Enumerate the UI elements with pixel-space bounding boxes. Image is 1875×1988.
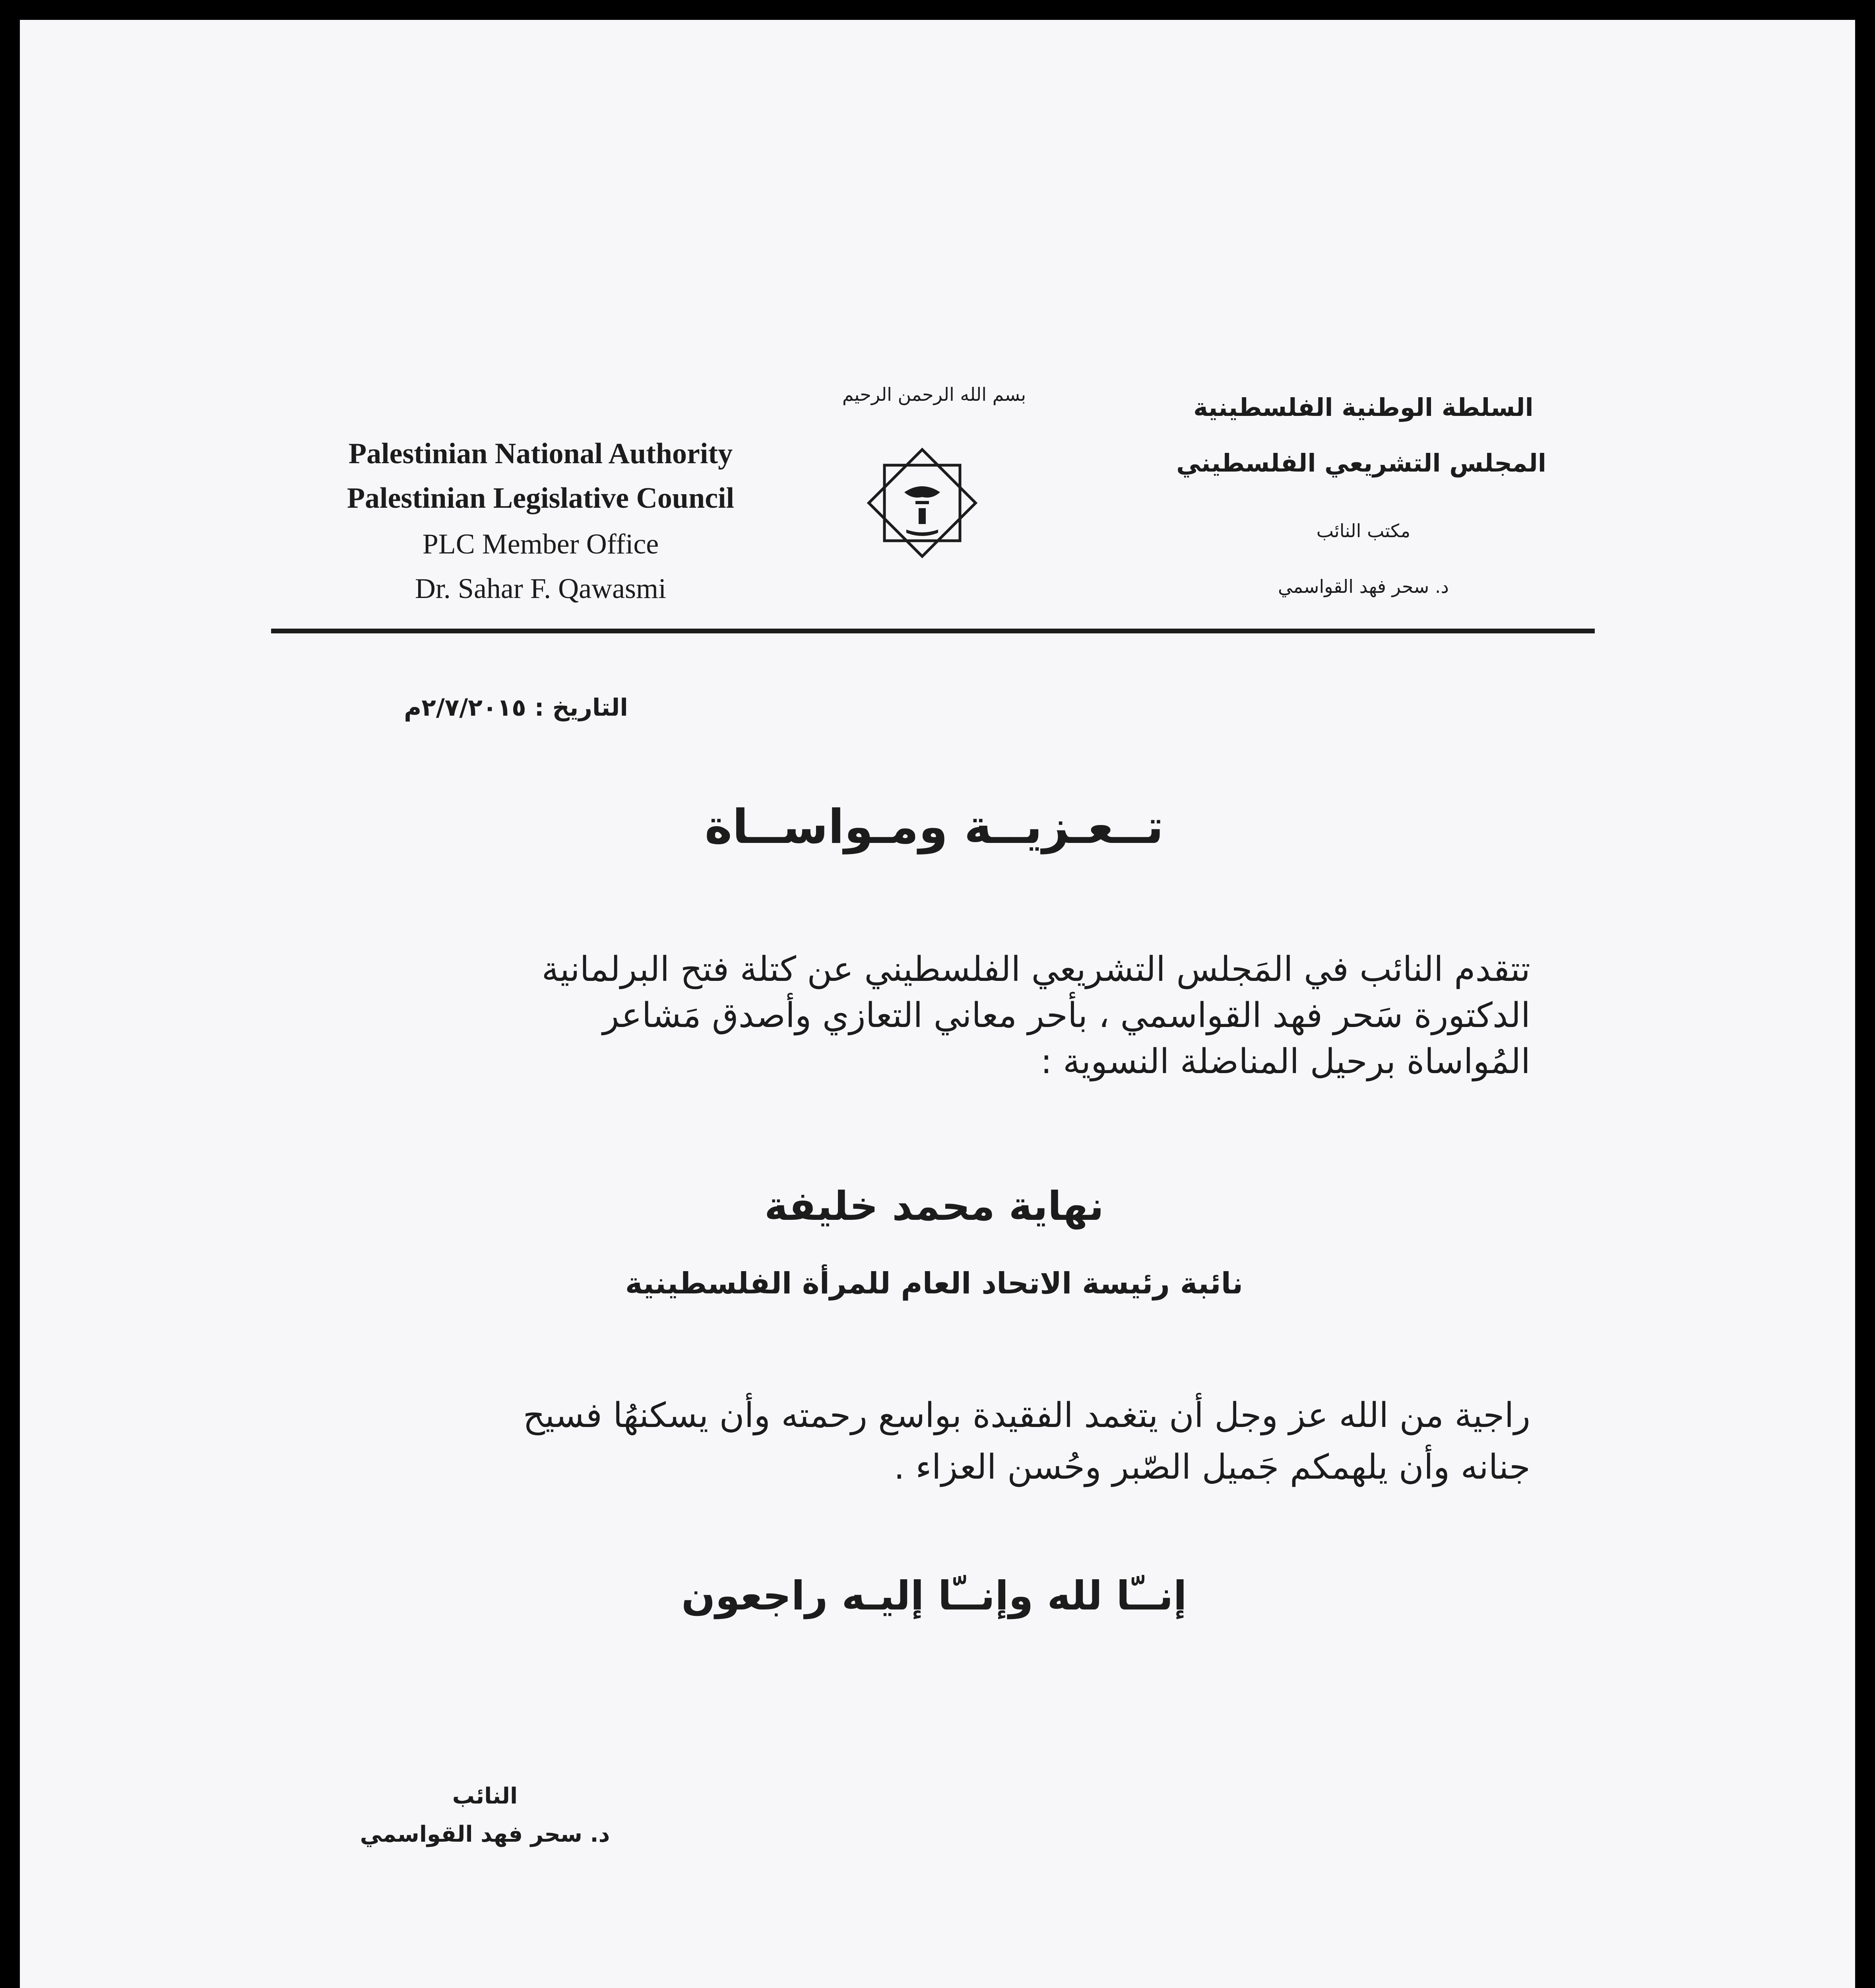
english-letterhead-office [330, 522, 751, 611]
letterhead-council: Palestinian Legislative Council [347, 482, 735, 514]
council-seal-icon [857, 437, 988, 569]
letterhead-authority-ar: السلطة الوطنية الفلسطينية [1193, 393, 1534, 422]
arabic-letterhead [1176, 380, 1546, 491]
letterhead-office-ar: مكتب النائب [1316, 520, 1411, 542]
prayer-line: راجية من الله عز وجل أن يتغمد الفقيدة بواسع رحمته وأن يسكنهُا فسيح [523, 1396, 1530, 1435]
signature-title: النائب [452, 1783, 518, 1809]
prayer-paragraph [346, 1390, 1530, 1493]
letter-date: التاريخ : ٢/٧/٢٠١٥م [404, 694, 628, 722]
intro-line: تتقدم النائب في المَجلس التشريعي الفلسطيني عن كتلة فتح البرلمانية [541, 949, 1530, 989]
signature-name: د. سحر فهد القواسمي [360, 1821, 610, 1847]
signature-block [346, 1777, 624, 1854]
deceased-name: نهاية محمد خليفة [764, 1183, 1104, 1229]
english-letterhead [330, 431, 751, 520]
intro-line: المُواساة برحيل المناضلة النسوية : [1040, 1042, 1530, 1081]
letterhead-authority: Palestinian National Authority [348, 437, 733, 470]
letterhead-member-name-ar: د. سحر فهد القواسمي [1278, 576, 1449, 597]
deceased-role: نائبة رئيسة الاتحاد العام للمرأة الفلسطينية [625, 1266, 1243, 1301]
header-divider [271, 629, 1595, 633]
intro-paragraph [346, 946, 1530, 1085]
letterhead-member-name: Dr. Sahar F. Qawasmi [415, 573, 667, 604]
basmala: بسم الله الرحمن الرحيم [842, 384, 1026, 405]
letter-title: تــعـزيــة ومـواســاة [704, 799, 1164, 854]
letterhead-council-ar: المجلس التشريعي الفلسطيني [1176, 448, 1546, 478]
letterhead-office: PLC Member Office [422, 528, 659, 560]
intro-line: الدكتورة سَحر فهد القواسمي ، بأحر معاني التعازي وأصدق مَشاعر [602, 996, 1530, 1035]
arabic-letterhead-office [1181, 503, 1546, 614]
closing-verse: إنــّا لله وإنــّا إليـه راجعون [681, 1573, 1187, 1619]
letter-page [20, 20, 1855, 1988]
prayer-line: جنانه وأن يلهمكم جَميل الصّبر وحُسن العزاء . [894, 1447, 1530, 1487]
